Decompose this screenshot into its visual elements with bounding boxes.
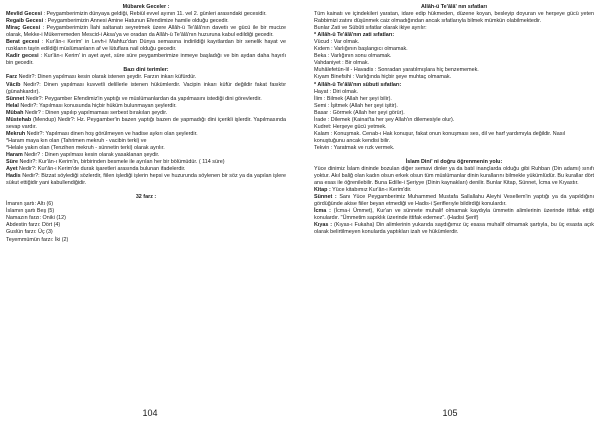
farz-item: Abdestin farzı: Dört (4) — [6, 222, 61, 229]
term-definition: : Peygamberimizin dünyaya geldiği, Rebiül evvel ayının 11. vel 2. günleri arasındaki gecesidir. — [41, 11, 267, 18]
section-title-mubarek-geceler: Mübarek Geceler : — [122, 4, 170, 10]
term-name: Miraç Gecesi — [6, 25, 41, 32]
term-name: Haram — [6, 151, 23, 158]
subuti-sifat-item: İrade : Dilemek (Kainat’ta her şey Allah'ın dilemesiyle olur). — [314, 116, 455, 123]
term-definition: Nedir?: Kur'ân-ı Kerim'in, birbirinden besmele ile ayrılan her bir bölümüdür. ( 114 süre) — [17, 159, 225, 166]
term-entry — [6, 131, 286, 138]
term-entry — [314, 187, 594, 194]
page-number-right: 105 — [442, 407, 458, 418]
term-name: Süre — [6, 159, 18, 166]
zati-sifat-item: Beka : Varlığının sonu olmamak. — [314, 53, 392, 60]
term-name: Mübah — [6, 109, 24, 116]
term-definition: Nedir?: Yapılması dinen hoş görülmeyen ve hadise aykırı olan şeylerdir. — [25, 130, 198, 137]
term-entry — [6, 82, 286, 96]
section-title-dini-terimler: Bazı dini terimler: — [123, 67, 169, 74]
farz-list — [6, 201, 286, 243]
page-number-left: 104 — [142, 407, 158, 418]
sifatlar-intro-2: Bunlar Zati ve Sübûti sıfatlar olarak ikiye ayrılır: — [314, 25, 427, 32]
term-definition: (Kıyas-ı Fukaha) Din alimlerinin yukarıda saydığımız üç esasa muhalif olmamak şartıyla, bu üç esasta açık olarak belirtilmeyen konularda yaptıkları izah ve hükümlerdir. — [314, 222, 594, 236]
term-definition: (İcma-i Ümmet), Kur'an ve sünnete muhalif olmamak kaydıyla ümmetin alimlerinin üzerinde ittifak ettiği konulardır. "Ümmetim sapıklık üzerinde ittifak edemez". (Hadisi Şerif) — [314, 208, 594, 222]
term-entry — [314, 222, 594, 236]
term-entry — [314, 194, 594, 208]
zati-sifatlar-title: * Allâh-ü Te'âlâ'nın zati sıfatları: — [314, 32, 395, 39]
term-name: Hadis — [6, 173, 21, 180]
term-definition: : Kur'ân-ı Kerim' in ayet ayet, süre süre peygamberimize inmeye başladığı ve bin aydan daha hayırlı bin gecedir. — [6, 53, 287, 67]
term-name: Helal — [6, 102, 19, 109]
zati-sifat-item: Kıdem : Varlığının başlangıcı olmamak. — [314, 46, 408, 53]
term-entry — [6, 96, 286, 103]
section-title-32-farz: 32 farz : — [135, 194, 157, 201]
term-entry — [6, 25, 286, 39]
right-page — [300, 0, 600, 423]
term-name: Farz — [6, 74, 18, 81]
subuti-sifat-item: Hayat : Diri olmak. — [314, 88, 359, 95]
subuti-sifat-item: Kalam : Konuşmak. Cenab-ı Hak konuşur, fakat onun konuşması ses, dil ve harf yardımıyla değildir. Nasıl konuştuğunu ancak kendisi bilir. — [314, 130, 566, 144]
term-definition: (Mendup) Nedir?: Hz. Peygamber'in bazen yaptığı bazen de yapmadığı dini içerikli işlerdir. Yapılmasında sevap vardır. — [6, 116, 286, 130]
term-definition: Nedir?: Bizzat söylediği sözlerdir, fiilen işlediği işlerin hepsi ve huzurunda söylenen bir söz ya da yapılan işlere sükut ettiğidir yani kabullendiğidir. — [6, 173, 286, 187]
term-name: Vâcib — [6, 81, 21, 88]
term-name: Berat gecesi — [6, 39, 40, 46]
term-entry — [6, 110, 286, 117]
term-name: Kadir gecesi — [6, 53, 39, 60]
section-title-sifatlar: Allâh-ü Te'âlâ' nın sıfatları — [421, 4, 487, 10]
term-entry — [6, 39, 286, 53]
term-definition: Yüce kitabımız Kur'ân-ı Kerim'dir. — [330, 187, 412, 194]
zati-sifatlar-list — [314, 39, 594, 81]
term-definition: : Kur'ân-ı Kerim' in Levh-i Mahfuz'dan Dünya semasına indirildiği kayıtlardan bir senelik hayat ve rızıkların tayin edildiği müslümanların af ve lütuflara nail olduğu gecedir. — [6, 39, 287, 53]
term-entry — [6, 166, 286, 173]
zati-sifat-item: Vahdaniyet : Bir olmak. — [314, 60, 370, 67]
term-entry — [6, 152, 286, 159]
subuti-sifat-item: Kudret: Herşeye gücü yetmek. — [314, 123, 387, 130]
term-definition: Nedir?: Peygamber Efendimiz'in yaptığı ve müslümanlardan da yapılmasını istediği dini görevlerdir. — [24, 95, 262, 102]
term-definition: Sanı Yüce Peygamberimiz Muhammed Mustafa Sallallahu Aleyhi Vesellem'in yaptığı ya da yapıldığını gördüğünde akise fiiler beyan etmediği ve Hadis-i Şeriflerıyle bildirdiği konulardır. — [314, 194, 595, 208]
term-name: Kıyas : — [314, 222, 333, 229]
term-name: İcma : — [314, 208, 331, 215]
subuti-sifatlar-list — [314, 89, 594, 152]
subuti-sifat-item: Semi : İşitmek (Allah her şeyi işitir). — [314, 102, 398, 109]
term-name: Kitap : — [314, 187, 331, 194]
term-name: Sünnet — [6, 95, 25, 102]
term-definition: Nedir?: Dinen yapılması kesin olarak istenen şeydir. Farzın inkarı küfürdür. — [17, 74, 197, 81]
term-name: Regaib Gecesi — [6, 18, 44, 25]
term-entry — [6, 159, 286, 166]
term-name: Ayet — [6, 166, 18, 173]
term-definition: Nedir?: Dinen yapılması kuvvetli delillerle istenen hükümlerdir. Vacipin inkarı küfür değildir fakat fasıktır (günahkardır). — [6, 81, 286, 95]
mubarek-geceler-list — [6, 11, 286, 67]
term-name: Mevlid Gecesi — [6, 11, 42, 18]
term-definition: Nedir?: Yapılması konusunda hiçbir hüküm bulunmayan şeylerdir. — [18, 102, 177, 109]
term-name: Sünnet : — [314, 194, 337, 201]
subuti-sifat-item: Tekvin : Yaratmak ve rızk vermek. — [314, 144, 395, 151]
term-entry — [6, 103, 286, 110]
farz-item: Namazın farzı: Oniki (12) — [6, 215, 66, 222]
mekruh-note: *Haram maya kın olan (Tahrimen mekruh - vacibin terki) ve — [6, 137, 147, 144]
farz-item: Teyemmümün farzı: İki (2) — [6, 236, 69, 243]
term-entry — [6, 53, 286, 67]
term-entry — [6, 173, 286, 187]
term-name: Mekruh — [6, 130, 26, 137]
term-entry — [6, 74, 286, 81]
term-entry — [314, 208, 594, 222]
term-definition: Nedir? : Dinen yapılması kesin olarak yasaklanan şeydir. — [22, 151, 160, 158]
zati-sifat-item: Vücud : Var olmak. — [314, 39, 360, 46]
islam-intro: Yüce dinimiz İslam dininde bozulan diğer semavi dinler ya da batıl inançlarda olduğu gibi Ruhban (Din adamı) sınıfı yoktur. Akıl baliğ olan kadın olsun erkek olsun tüm müslümanlar dinin kurallarını bilmekle yükümlüdür. Bu kurallar dört ana esas ile öğrenilebilir. Buna Edille-i Şeriyye (Dinin kaynakları) denilir. Bunlar Kitap, Sünnet, İcma ve Kıyastır. — [314, 166, 594, 187]
farz-item: İmanın şartı: Altı (6) — [6, 201, 54, 208]
zati-sifat-item: Kıyam Binefsihi : Varlığında hiçbir şeye muhtaç olmamak. — [314, 74, 452, 81]
term-entry — [6, 117, 286, 131]
term-definition: Nedir? : Dinen yapılıp yapılmaması serbest bırakılan şeydir. — [23, 109, 168, 116]
subuti-sifatlar-title: * Allâh-ü Te'âlâ'nın sübuti sıfatları: — [314, 81, 402, 88]
term-definition: Nedir?: Kur'ân-ı Kerim'de durak işaretleri arasında bulunan ifadelerdir. — [17, 166, 186, 173]
term-entry — [6, 11, 286, 18]
dini-terimler-list-2 — [6, 152, 286, 187]
dini-terimler-list — [6, 74, 286, 137]
term-definition: : Peygamberimizin İlahi saltanatı seyretmek üzere Allâh-ü Te'âlâ'nın davetiı ve gücü ile bir mucize olarak, Mekke-i Mükerremeden Mescid-i Aksa'ya ve oradan da Allâh-ü Te'âlâ'nın huzuruna kabul edildiği gecedir. — [6, 25, 286, 39]
farz-item: Guslün farzı: Üç (3) — [6, 229, 53, 236]
subuti-sifat-item: Basar : Görmek (Allah her şeyi görür). — [314, 109, 405, 116]
farz-item: İslamın şartı Beş (5) — [6, 208, 55, 215]
zati-sifat-item: Muhâlefetün-lil - Havadis : Sonradan yaratılmışlara hiç benzememek. — [314, 67, 479, 74]
subuti-sifat-item: İlim : Bilmek (Allah her şeyi bilir). — [314, 95, 392, 102]
term-definition: : Peygamberimizin Annesi Amine Hatunun Efendimize hamile olduğu gecedir. — [43, 18, 229, 25]
dinin-kaynaklari-list — [314, 187, 594, 236]
sifatlar-intro: Tüm kainatı ve içindekileri yaratan, idare edip hükmeden, düzene koyan, besleyip doyuran ve herşeye gücü yeten Rabbimizi zatını düşünmek caiz olmadığından ancak sıfatlarıyla bilmek mümkün olabilmektedir. — [314, 11, 594, 25]
mekruh-notes — [6, 138, 286, 152]
section-title-islam-dini: İslam Dini' ni doğru öğrenmenin yolu: — [405, 158, 503, 165]
term-name: Müstehab — [6, 116, 32, 123]
mekruh-note: *Helale yakın olan (Tenzihen mekruh - sünnetin terki) olarak ayrılır. — [6, 144, 165, 151]
